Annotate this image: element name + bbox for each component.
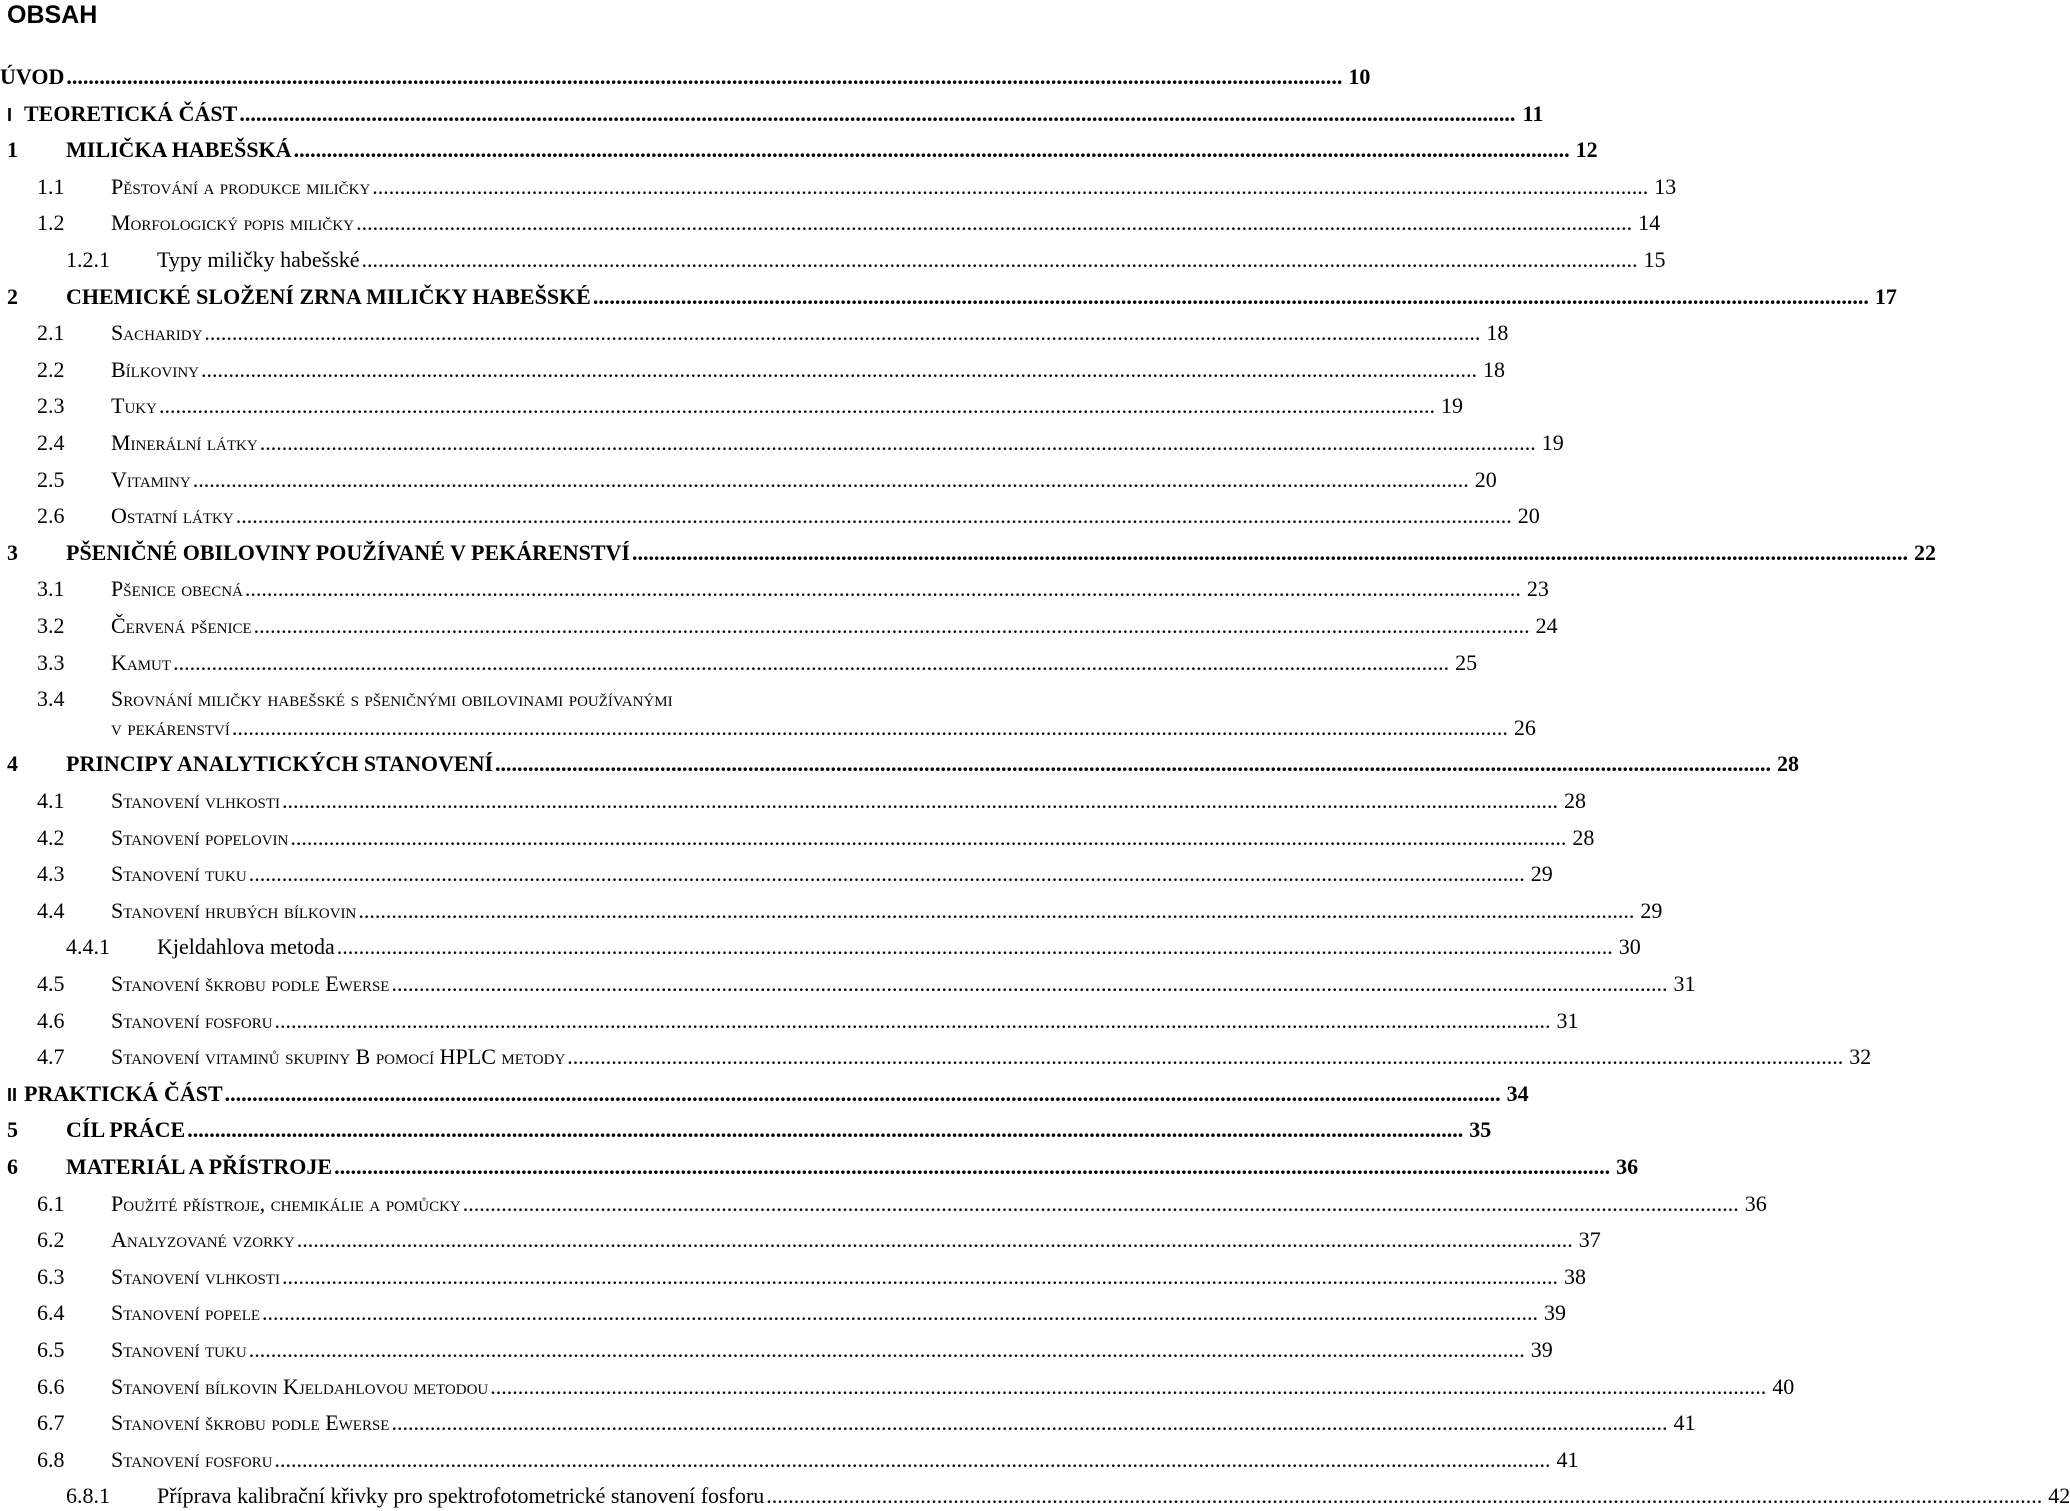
toc-entry-title: Morfologický popis miličky: [111, 210, 355, 236]
dot-leader: [358, 896, 1634, 926]
toc-entry-page-number: 25: [1455, 649, 1478, 675]
toc-entry-title: TEORETICKÁ ČÁST: [24, 100, 238, 126]
dot-leader: [282, 786, 1558, 816]
toc-entry-title: Kjeldahlova metoda: [157, 934, 335, 960]
toc-entry-page-number: 41: [1556, 1446, 1579, 1472]
dot-leader: [193, 465, 1469, 495]
toc-entry[interactable]: [0, 318, 1509, 348]
toc-entry-page-number: 38: [1564, 1263, 1587, 1289]
toc-entry-number: 2: [7, 283, 18, 309]
toc-entry[interactable]: [0, 1298, 1567, 1328]
toc-entry-title: Bílkoviny: [111, 356, 199, 382]
toc-entry[interactable]: [0, 391, 1463, 421]
dot-leader: [159, 391, 1435, 421]
toc-entry-title: Analyzované vzorky: [111, 1227, 295, 1253]
toc-entry-number: 2.3: [37, 393, 65, 419]
toc-entry-page-number: 28: [1777, 751, 1800, 777]
toc-entry-page-number: 18: [1483, 356, 1505, 382]
toc-entry-number: 6.1: [37, 1190, 65, 1216]
toc-entry[interactable]: [0, 538, 1936, 568]
toc-entry[interactable]: [0, 713, 1536, 743]
dot-leader: [262, 1298, 1538, 1328]
toc-entry-number: 6.4: [37, 1300, 65, 1326]
toc-entry-page-number: 37: [1578, 1227, 1601, 1253]
toc-entry-title: Stanovení bílkovin Kjeldahlovou metodou: [111, 1373, 489, 1399]
toc-entry-page-number: 14: [1638, 210, 1661, 236]
toc-entry-title: Stanovení popelovin: [111, 824, 289, 850]
toc-entry[interactable]: [0, 208, 1661, 238]
toc-entry-page-number: 12: [1575, 137, 1598, 163]
toc-entry-number: 1.1: [37, 173, 65, 199]
toc-entry[interactable]: [0, 428, 1564, 458]
toc-entry[interactable]: [0, 282, 1897, 312]
toc-entry-title: Stanovení hrubých bílkovin: [111, 897, 357, 923]
toc-entry-title: Vitaminy: [111, 466, 191, 492]
dot-leader: [391, 969, 1667, 999]
toc-entry-title: MILIČKA HABEŠSKÁ: [66, 137, 292, 163]
dot-leader: [297, 1225, 1573, 1255]
dot-leader: [362, 245, 1638, 275]
toc-entry-title: Příprava kalibrační křivky pro spektrofotometrické stanovení fosforu: [157, 1483, 765, 1509]
toc-entry[interactable]: [0, 749, 1800, 779]
toc-entry[interactable]: [0, 1225, 1601, 1255]
toc-entry-title: Stanovení vlhkosti: [111, 1263, 281, 1289]
toc-entry[interactable]: [0, 859, 1553, 889]
toc-entry-number: 4.7: [37, 1044, 65, 1070]
dot-leader: [282, 1262, 1558, 1292]
dot-leader: [275, 1445, 1551, 1475]
toc-entry[interactable]: [0, 62, 1371, 92]
toc-entry[interactable]: [0, 1152, 1639, 1182]
toc-entry-number: 1.2: [37, 210, 65, 236]
toc-entry-number: 4.6: [37, 1007, 65, 1033]
dot-leader: [204, 318, 1480, 348]
toc-entry[interactable]: [0, 355, 1505, 385]
toc-entry[interactable]: [0, 99, 1544, 130]
dot-leader: [201, 355, 1477, 385]
toc-entry-number: 6.6: [37, 1373, 65, 1399]
toc-entry-page-number: 42: [2048, 1483, 2070, 1509]
toc-entry[interactable]: [0, 1262, 1587, 1292]
toc-entry-number: 2.6: [37, 503, 65, 529]
toc-entry-title: Červená pšenice: [111, 613, 252, 638]
toc-entry-page-number: 30: [1618, 934, 1641, 960]
toc-entry-title: ÚVOD: [0, 64, 65, 89]
toc-entry-first-line: Srovnání miličky habešské s pšeničnými obilovinami používanými: [111, 686, 673, 712]
dot-leader: [236, 501, 1512, 531]
toc-entry[interactable]: [0, 1481, 2070, 1511]
toc-entry[interactable]: [0, 1115, 1492, 1145]
toc-entry-title: Stanovení tuku: [111, 861, 247, 887]
dot-leader: [187, 1115, 1463, 1145]
toc-entry-number: 3: [7, 539, 18, 565]
toc-entry[interactable]: [0, 135, 1598, 165]
toc-entry-number: 6.3: [37, 1263, 65, 1289]
toc-entry-number: I: [7, 104, 13, 125]
toc-entry-number: 2.2: [37, 356, 65, 382]
dot-leader: [232, 713, 1508, 743]
dot-leader: [249, 1335, 1525, 1365]
toc-entry-page-number: 36: [1616, 1153, 1639, 1179]
dot-leader: [254, 611, 1530, 641]
toc-entry[interactable]: [0, 501, 1540, 531]
toc-entry[interactable]: [0, 611, 1558, 641]
toc-entry-title: PRAKTICKÁ ČÁST: [24, 1080, 223, 1106]
toc-entry-number: 3.1: [37, 576, 65, 602]
toc-entry-number: 6.5: [37, 1336, 65, 1362]
toc-entry-number: 2.1: [37, 320, 65, 346]
toc-entry-title: Stanovení fosforu: [111, 1446, 273, 1472]
toc-entry-page-number: 23: [1526, 576, 1549, 602]
dot-leader: [334, 1152, 1610, 1182]
toc-entry-page-number: 19: [1440, 393, 1463, 419]
toc-entry-page-number: 20: [1517, 503, 1540, 529]
toc-entry[interactable]: [0, 823, 1595, 853]
toc-entry-number: 5: [7, 1117, 18, 1143]
toc-entry-page-number: 41: [1673, 1410, 1696, 1436]
toc-entry[interactable]: [0, 1408, 1696, 1438]
toc-entry-page-number: 31: [1673, 970, 1696, 996]
toc-entry-title: Pěstování a produkce miličky: [111, 173, 371, 199]
toc-entry[interactable]: [0, 245, 1666, 275]
toc-entry-page-number: 10: [1348, 64, 1371, 89]
dot-leader: [337, 932, 1613, 962]
dot-leader: [173, 648, 1449, 678]
dot-leader: [260, 428, 1536, 458]
toc-entry-number: II: [7, 1084, 18, 1105]
toc-entry-title: PŠENIČNÉ OBILOVINY POUŽÍVANÉ V PEKÁRENSTVÍ: [66, 539, 630, 565]
toc-entry-number: 1.2.1: [66, 247, 110, 272]
dot-leader: [372, 172, 1648, 202]
toc-entry-page-number: 29: [1530, 861, 1553, 887]
dot-leader: [495, 749, 1771, 779]
dot-leader: [66, 62, 1342, 92]
toc-entry-number: 1: [7, 137, 18, 163]
toc-entry-page-number: 11: [1522, 100, 1544, 126]
toc-entry-page-number: 34: [1506, 1080, 1529, 1106]
toc-entry-number: 4.5: [37, 970, 65, 996]
toc-entry-page-number: 19: [1541, 430, 1564, 455]
toc-entry-number: 4.1: [37, 787, 65, 813]
toc-entry-title: Kamut: [111, 649, 172, 675]
toc-entry-title: Minerální látky: [111, 430, 258, 455]
toc-entry-title: Stanovení škrobu podle Ewerse: [111, 1410, 390, 1436]
toc-entry-number: 6.8: [37, 1446, 65, 1472]
toc-entry-title: Pšenice obecná: [111, 576, 243, 602]
toc-entry-title: Použité přístroje, chemikálie a pomůcky: [111, 1190, 461, 1216]
dot-leader: [275, 1006, 1551, 1036]
dot-leader: [391, 1408, 1667, 1438]
toc-entry[interactable]: [0, 1079, 1529, 1110]
toc-entry-page-number: 17: [1874, 283, 1897, 309]
dot-leader: [766, 1481, 2042, 1511]
toc-entry-page-number: 20: [1474, 466, 1497, 492]
toc-entry-title: CHEMICKÉ SLOŽENÍ ZRNA MILIČKY HABEŠSKÉ: [66, 283, 591, 309]
toc-entry-number: 6.8.1: [66, 1483, 110, 1509]
toc-entry[interactable]: [0, 172, 1677, 202]
toc-entry-number: 3.3: [37, 649, 65, 675]
toc-entry-title: Stanovení škrobu podle Ewerse: [111, 970, 390, 996]
toc-entry-title: Sacharidy: [111, 320, 203, 346]
toc-entry-number: 2.5: [37, 466, 65, 492]
dot-leader: [490, 1372, 1766, 1402]
toc-entry[interactable]: [0, 1189, 1767, 1219]
toc-entry-page-number: 36: [1744, 1190, 1767, 1216]
toc-entry-number: 3.2: [37, 613, 65, 638]
dot-leader: [225, 1079, 1501, 1109]
toc-entry-title: MATERIÁL A PŘÍSTROJE: [66, 1153, 333, 1179]
toc-entry-number: 2.4: [37, 430, 65, 455]
dot-leader: [463, 1189, 1739, 1219]
toc-entry-page-number: 29: [1640, 897, 1663, 923]
dot-leader: [239, 99, 1515, 129]
toc-entry-title: Ostatní látky: [111, 503, 234, 529]
toc-entry-page-number: 28: [1572, 824, 1595, 850]
toc-entry-number: 4: [7, 751, 18, 777]
toc-entry-page-number: 40: [1772, 1373, 1795, 1399]
toc-entry-number: 4.3: [37, 861, 65, 887]
toc-entry-title: Stanovení tuku: [111, 1336, 247, 1362]
dot-leader: [593, 282, 1869, 312]
toc-entry-number: 4.4: [37, 897, 65, 923]
toc-entry-number: 6.2: [37, 1227, 65, 1253]
toc-entry[interactable]: [0, 969, 1696, 999]
toc-entry-page-number: 31: [1556, 1007, 1579, 1033]
toc-entry-page-number: 39: [1544, 1300, 1567, 1326]
toc-entry[interactable]: [0, 896, 1663, 926]
dot-leader: [567, 1042, 1843, 1072]
toc-entry-number: 6: [7, 1153, 18, 1179]
dot-leader: [290, 823, 1566, 853]
toc-entry-title: PRINCIPY ANALYTICKÝCH STANOVENÍ: [66, 751, 494, 777]
toc-entry[interactable]: [0, 648, 1478, 678]
dot-leader: [632, 538, 1908, 568]
page-title: OBSAH: [7, 1, 98, 29]
toc-entry-title: Stanovení fosforu: [111, 1007, 273, 1033]
toc-entry-title: CÍL PRÁCE: [66, 1117, 186, 1143]
toc-entry[interactable]: [0, 574, 1549, 604]
toc-entry-page-number: 35: [1469, 1117, 1492, 1143]
toc-entry-title: Tuky: [111, 393, 157, 419]
toc-entry-page-number: 18: [1486, 320, 1509, 346]
dot-leader: [249, 859, 1525, 889]
toc-entry-page-number: 15: [1643, 247, 1666, 272]
toc-entry-number: 4.2: [37, 824, 65, 850]
dot-leader: [294, 135, 1570, 165]
toc-entry-title: Stanovení vitaminů skupiny B pomocí HPLC metody: [111, 1044, 566, 1070]
dot-leader: [356, 208, 1632, 238]
toc-entry[interactable]: [0, 465, 1497, 495]
toc-entry-number: 6.7: [37, 1410, 65, 1436]
toc-entry[interactable]: [0, 1042, 1872, 1072]
toc-entry-number: 3.4: [37, 686, 65, 712]
toc-entry-number: 4.4.1: [66, 934, 110, 960]
toc-entry-page-number: 26: [1513, 714, 1536, 740]
toc-entry-page-number: 39: [1530, 1336, 1553, 1362]
toc-entry-page-number: 28: [1564, 787, 1587, 813]
toc-entry-page-number: 32: [1849, 1044, 1872, 1070]
toc-entry-title: Typy miličky habešské: [157, 247, 360, 272]
toc-entry[interactable]: [0, 932, 1641, 962]
toc-entry[interactable]: [0, 1372, 1795, 1402]
toc-entry-title: Stanovení vlhkosti: [111, 787, 281, 813]
toc-entry[interactable]: [0, 1006, 1579, 1036]
toc-entry-page-number: 13: [1654, 173, 1677, 199]
toc-entry[interactable]: [0, 1445, 1579, 1475]
toc-entry-title: v pekárenství: [111, 714, 230, 740]
dot-leader: [245, 574, 1521, 604]
toc-entry-page-number: 22: [1913, 539, 1936, 565]
toc-entry[interactable]: [0, 786, 1587, 816]
toc-entry-page-number: 24: [1535, 613, 1558, 638]
toc-entry-title: Stanovení popele: [111, 1300, 261, 1326]
toc-entry[interactable]: [0, 1335, 1553, 1365]
